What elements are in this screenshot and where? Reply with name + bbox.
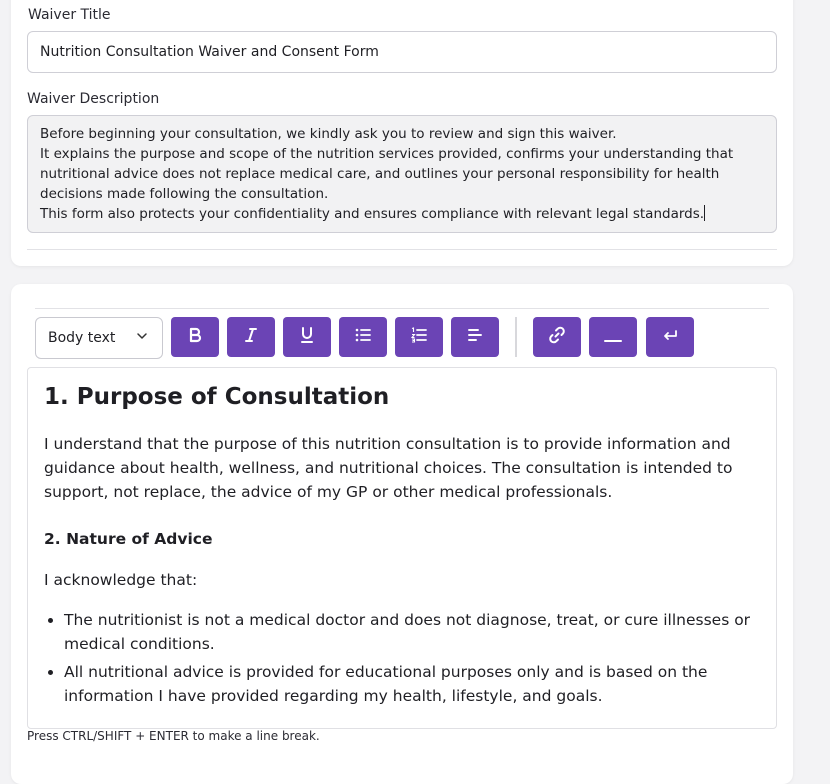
underline-button[interactable]: [283, 317, 331, 357]
block-style-select[interactable]: [35, 317, 163, 359]
bold-icon: [187, 327, 203, 347]
numbered-list-button[interactable]: [395, 317, 443, 357]
line-break-hint: Press CTRL/SHIFT + ENTER to make a line break.: [27, 729, 320, 743]
waiver-title-input[interactable]: [27, 31, 777, 73]
block-style-value: Body text: [48, 330, 116, 346]
content-bullet-list: [44, 608, 760, 712]
waiver-description-value: Before beginning your consultation, we kindly ask you to review and sign this waiver. It explains the purpose and scope of the nutrition services provided, confirms your understanding that nutritional advice does not replace medical care, and outlines your personal responsibility for health decisions made following the consultation. This form also protects your confidentiality and ensures compliance with relevant legal standards.: [40, 126, 734, 222]
link-icon: [548, 326, 566, 348]
toolbar-separator: [515, 317, 517, 357]
waiver-description-textarea[interactable]: [27, 115, 777, 233]
align-left-icon: [467, 327, 483, 347]
waiver-description-label: Waiver Description: [27, 91, 160, 107]
rich-text-editor[interactable]: [27, 367, 777, 729]
italic-button[interactable]: [227, 317, 275, 357]
text-caret: [704, 205, 705, 221]
horizontal-rule-icon: [604, 328, 622, 347]
content-heading-2: 2. Nature of Advice: [44, 530, 213, 548]
card-divider: [27, 249, 777, 250]
return-icon: [662, 328, 678, 347]
italic-icon: [243, 327, 259, 347]
bullet-list-icon: [355, 327, 371, 347]
content-paragraph-2: I acknowledge that:: [44, 571, 198, 589]
horizontal-rule-button[interactable]: [589, 317, 637, 357]
waiver-title-value: Nutrition Consultation Waiver and Consent Form: [40, 44, 379, 60]
align-button[interactable]: [451, 317, 499, 357]
underline-icon: [299, 326, 315, 348]
bullet-list-button[interactable]: [339, 317, 387, 357]
content-heading-1: 1. Purpose of Consultation: [44, 384, 390, 410]
numbered-list-icon: [411, 327, 427, 347]
toolbar-divider: [35, 308, 769, 309]
content-paragraph-1: I understand that the purpose of this nutrition consultation is to provide information and guidance about health, wellness, and nutritional choices. The consultation is intended to support, not replace, the advice of my GP or other medical professionals.: [44, 435, 733, 501]
waiver-title-label: Waiver Title: [28, 7, 111, 23]
bold-button[interactable]: [171, 317, 219, 357]
line-break-button[interactable]: [646, 317, 694, 357]
list-item: • The nutritionist is not a medical doctor and does not diagnose, treat, or cure illnesses or medical conditions.: [64, 608, 760, 656]
chevron-down-icon: [136, 330, 148, 346]
list-item: • All nutritional advice is provided for educational purposes only and is based on the information I have provided regarding my health, lifestyle, and goals.: [64, 660, 760, 708]
link-button[interactable]: [533, 317, 581, 357]
